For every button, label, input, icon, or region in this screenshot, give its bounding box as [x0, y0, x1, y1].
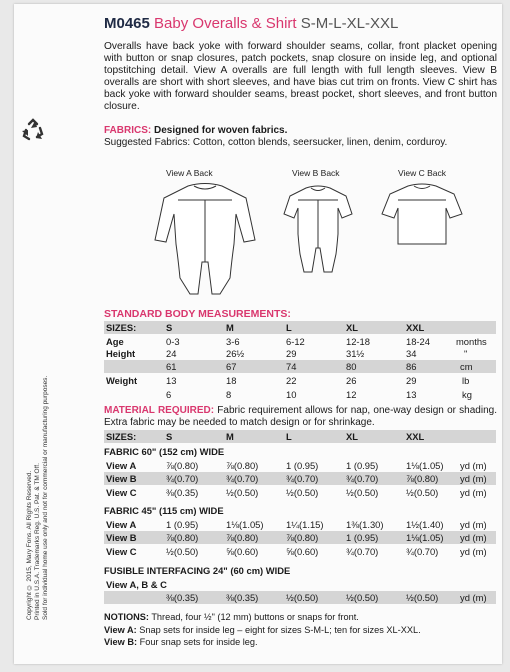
- view-c-back-sketch: [380, 180, 464, 250]
- cell: 34: [406, 348, 417, 359]
- cell: ½(0.50): [406, 487, 439, 498]
- notions-label: NOTIONS:: [104, 612, 149, 622]
- trademark-line: Printed in U.S.A. Trademarks Reg. U.S. Pat. & TM Off.: [34, 463, 41, 620]
- material-label: MATERIAL REQUIRED:: [104, 405, 215, 416]
- cell: 10: [286, 389, 297, 400]
- cell: 29: [406, 375, 417, 386]
- measurements-title: STANDARD BODY MEASUREMENTS:: [104, 308, 291, 320]
- pattern-title: [104, 14, 496, 36]
- row-label: Weight: [106, 375, 138, 386]
- cell: 6: [166, 389, 172, 400]
- table-row: [104, 459, 496, 472]
- unit: yd (m): [460, 592, 487, 603]
- cell: ⅜(0.35): [166, 592, 199, 603]
- cell: 1⅛(1.05): [226, 519, 264, 530]
- table-row: [104, 578, 496, 591]
- cell: ½(0.50): [226, 487, 259, 498]
- table-row: [104, 388, 496, 401]
- cell: ½(0.50): [166, 546, 199, 557]
- unit: yd (m): [460, 460, 487, 471]
- cell: 13: [166, 375, 177, 386]
- header-l: L: [286, 322, 292, 333]
- fabric-45-title: FABRIC 45" (115 cm) WIDE: [104, 505, 224, 516]
- view-a-notions-label: View A:: [104, 624, 137, 635]
- unit: yd (m): [460, 473, 487, 484]
- view-a-label: View A Back: [166, 168, 213, 178]
- fabrics-label: FABRICS:: [104, 125, 152, 136]
- row-label: View A: [106, 519, 137, 530]
- table-row: [104, 472, 496, 485]
- row-label: View A, B & C: [106, 579, 167, 590]
- cell: 3-6: [226, 336, 240, 347]
- cell: ½(0.50): [286, 487, 319, 498]
- header-xl: XL: [346, 431, 358, 442]
- description: Overalls have back yoke with forward shoulder seams, collar, front placket opening with button or snap closures, patch pockets, snap closure on inside leg, and optional topstitching detail. View A overalls are full length with full length sleeves. View B overalls are short with short sleeves, and have bias cut trim on fronts. View C shirt has back yoke with forward shoulder seams, breast pocket, short sleeves, and front button closure.: [104, 41, 497, 113]
- view-b-notions: Four snap sets for inside leg.: [139, 637, 258, 647]
- cell: 24: [166, 348, 177, 359]
- table-row: [104, 531, 496, 544]
- header-m: M: [226, 322, 234, 333]
- unit: lb: [462, 375, 470, 386]
- cell: ¾(0.70): [166, 473, 199, 484]
- cell: ⅞(0.80): [286, 532, 319, 543]
- cell: 12: [346, 389, 357, 400]
- cell: 29: [286, 348, 297, 359]
- row-label: Age: [106, 336, 124, 347]
- cell: ⅞(0.80): [226, 460, 259, 471]
- notions-section: [104, 611, 497, 649]
- cell: ⅞(0.80): [166, 532, 199, 543]
- header-xl: XL: [346, 322, 358, 333]
- view-b-notions-label: View B:: [104, 637, 138, 647]
- cell: ¾(0.70): [346, 473, 379, 484]
- cell: 26½: [226, 348, 245, 359]
- pattern-name: Baby Overalls & Shirt: [154, 15, 297, 32]
- cell: 67: [226, 361, 237, 372]
- unit: yd (m): [460, 532, 487, 543]
- cell: ⅝(0.60): [226, 546, 259, 557]
- cell: 12-18: [346, 336, 370, 347]
- cell: 1 (0.95): [346, 532, 379, 543]
- row-label: Height: [106, 348, 136, 359]
- unit: kg: [462, 389, 472, 400]
- cell: 13: [406, 389, 417, 400]
- cell: ½(0.50): [286, 592, 319, 603]
- cell: ⅞(0.80): [406, 473, 439, 484]
- cell: 1 (0.95): [286, 460, 319, 471]
- cell: ¾(0.70): [406, 546, 439, 557]
- header-m: M: [226, 431, 234, 442]
- cell: 80: [346, 361, 357, 372]
- suggested-fabrics: Suggested Fabrics: Cotton, cotton blends, seersucker, linen, denim, corduroy.: [104, 137, 448, 148]
- row-label: View A: [106, 460, 137, 471]
- table-row: [104, 591, 496, 604]
- header-xxl: XXL: [406, 431, 425, 442]
- cell: ⅞(0.80): [226, 532, 259, 543]
- cell: ½(0.50): [346, 487, 379, 498]
- pattern-code: M0465: [104, 15, 150, 32]
- unit: yd (m): [460, 487, 487, 498]
- cell: 31½: [346, 348, 365, 359]
- view-a-notions: Snap sets for inside leg – eight for sizes S-M-L; ten for sizes XL-XXL.: [139, 624, 421, 635]
- cell: ½(0.50): [346, 592, 379, 603]
- view-a-back-sketch: [150, 178, 260, 298]
- header-s: S: [166, 431, 173, 442]
- fabric-60-title: FABRIC 60" (152 cm) WIDE: [104, 446, 225, 457]
- header-sizes: SIZES:: [106, 431, 137, 442]
- unit: ": [464, 348, 468, 359]
- fabrics-section: [104, 125, 497, 149]
- row-label: View B: [106, 473, 137, 484]
- table-row: [104, 374, 496, 387]
- unit: cm: [460, 361, 473, 372]
- row-label: View C: [106, 546, 137, 557]
- cell: 1½(1.40): [406, 519, 444, 530]
- cell: 1 (0.95): [346, 460, 379, 471]
- material-header: [104, 430, 496, 443]
- table-row: [104, 347, 496, 360]
- cell: 1 (0.95): [166, 519, 199, 530]
- view-b-label: View B Back: [292, 168, 340, 178]
- table-row: [104, 486, 496, 499]
- cell: 1⅜(1.30): [346, 519, 384, 530]
- cell: ⅜(0.35): [226, 592, 259, 603]
- size-range: S-M-L-XL-XXL: [300, 15, 399, 32]
- header-sizes: SIZES:: [106, 322, 137, 333]
- cell: 61: [166, 361, 177, 372]
- cell: 86: [406, 361, 417, 372]
- cell: ⅜(0.35): [166, 487, 199, 498]
- cell: 0-3: [166, 336, 180, 347]
- row-label: View C: [106, 487, 137, 498]
- cell: 74: [286, 361, 297, 372]
- cell: 1⅛(1.05): [406, 460, 444, 471]
- copyright-notice: [26, 160, 50, 620]
- cell: 18: [226, 375, 237, 386]
- cell: 22: [286, 375, 297, 386]
- notions-text: Thread, four ½" (12 mm) buttons or snaps for front.: [151, 612, 359, 622]
- cell: ⅝(0.60): [286, 546, 319, 557]
- material-text: Fabric requirement allows for nap, one-way design or shading. Extra fabric may be needed to match design or for shrinkage.: [104, 405, 497, 429]
- cell: ¾(0.70): [286, 473, 319, 484]
- recycle-icon: [20, 118, 46, 144]
- cell: ¾(0.70): [346, 546, 379, 557]
- measurements-header: [104, 321, 496, 334]
- unit: yd (m): [460, 519, 487, 530]
- interfacing-title: FUSIBLE INTERFACING 24" (60 cm) WIDE: [104, 565, 291, 576]
- row-label: View B: [106, 532, 137, 543]
- cell: 26: [346, 375, 357, 386]
- cell: ⅞(0.80): [166, 460, 199, 471]
- header-xxl: XXL: [406, 322, 425, 333]
- fabrics-heading: Designed for woven fabrics.: [154, 125, 288, 136]
- unit: months: [456, 336, 487, 347]
- cell: 8: [226, 389, 232, 400]
- cell: 18-24: [406, 336, 430, 347]
- view-c-label: View C Back: [398, 168, 447, 178]
- table-row: [104, 518, 496, 531]
- table-row: [104, 360, 496, 373]
- view-b-back-sketch: [282, 182, 354, 282]
- header-s: S: [166, 322, 173, 333]
- cell: 1¼(1.15): [286, 519, 324, 530]
- cell: ½(0.50): [406, 592, 439, 603]
- unit: yd (m): [460, 546, 487, 557]
- usage-line: Sold for individual home use only and not for commercial or manufacturing purposes.: [42, 375, 49, 620]
- material-required: [104, 405, 497, 429]
- cell: ¾(0.70): [226, 473, 259, 484]
- cell: 1⅛(1.05): [406, 532, 444, 543]
- cell: 6-12: [286, 336, 305, 347]
- copyright-line: Copyright © 2015, Mary Fons. All Rights Reserved.: [26, 470, 33, 620]
- header-l: L: [286, 431, 292, 442]
- table-row: [104, 545, 496, 558]
